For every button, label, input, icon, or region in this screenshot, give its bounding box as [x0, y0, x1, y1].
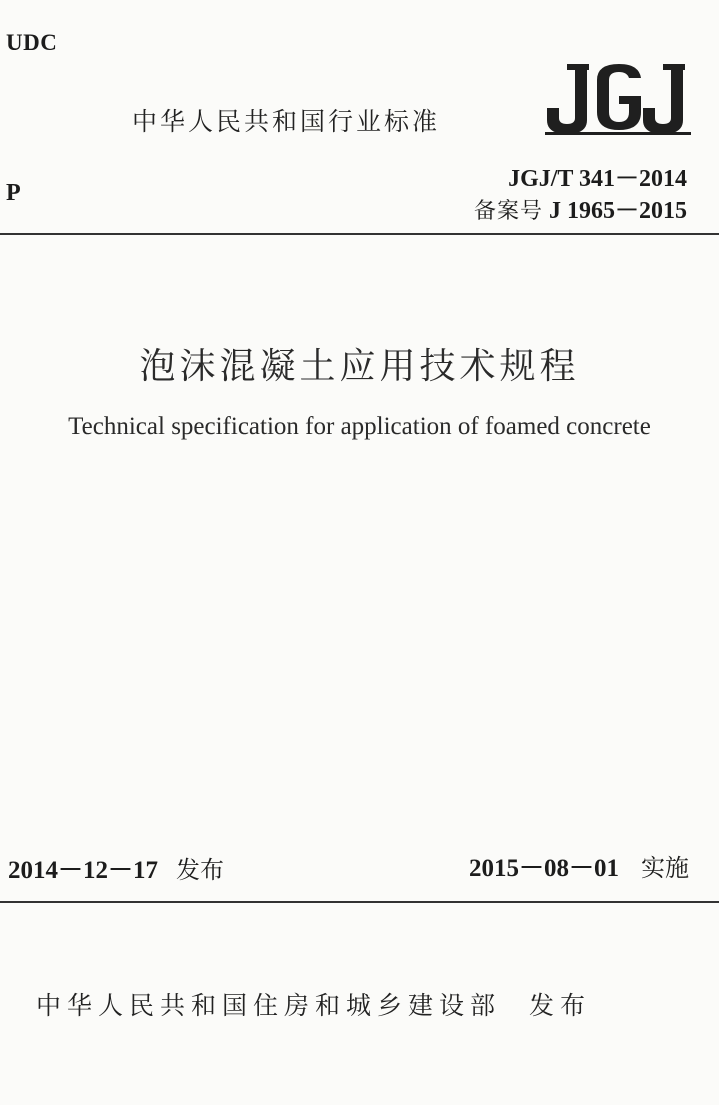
jgj-logo — [545, 60, 691, 136]
issue-label: 发布 — [176, 856, 225, 884]
publisher-line — [36, 986, 591, 1022]
implementation-date: 2015－08－01 — [468, 855, 619, 882]
publisher-action: 发布 — [529, 991, 592, 1020]
udc-label: UDC — [6, 30, 58, 55]
issue-date-line — [8, 850, 224, 886]
record-code: J 1965－2015 — [549, 198, 687, 224]
industry-standard-heading: 中华人民共和国行业标准 — [132, 107, 441, 136]
publisher-name: 中华人民共和国住房和城乡建设部 — [36, 991, 502, 1020]
implementation-date-line — [469, 848, 689, 884]
category-code: P — [6, 180, 21, 206]
implementation-label: 实施 — [641, 854, 689, 882]
bottom-divider — [0, 901, 719, 903]
title-chinese: 泡沫混凝土应用技术规程 — [139, 346, 580, 387]
standard-number: JGJ/T 341－2014 — [508, 166, 687, 192]
record-label: 备案号 — [473, 199, 543, 224]
top-divider — [0, 233, 719, 235]
title-english: Technical specification for application of foamed concrete — [68, 413, 651, 440]
issue-date: 2014－12－17 — [8, 857, 159, 884]
record-number — [474, 190, 687, 225]
